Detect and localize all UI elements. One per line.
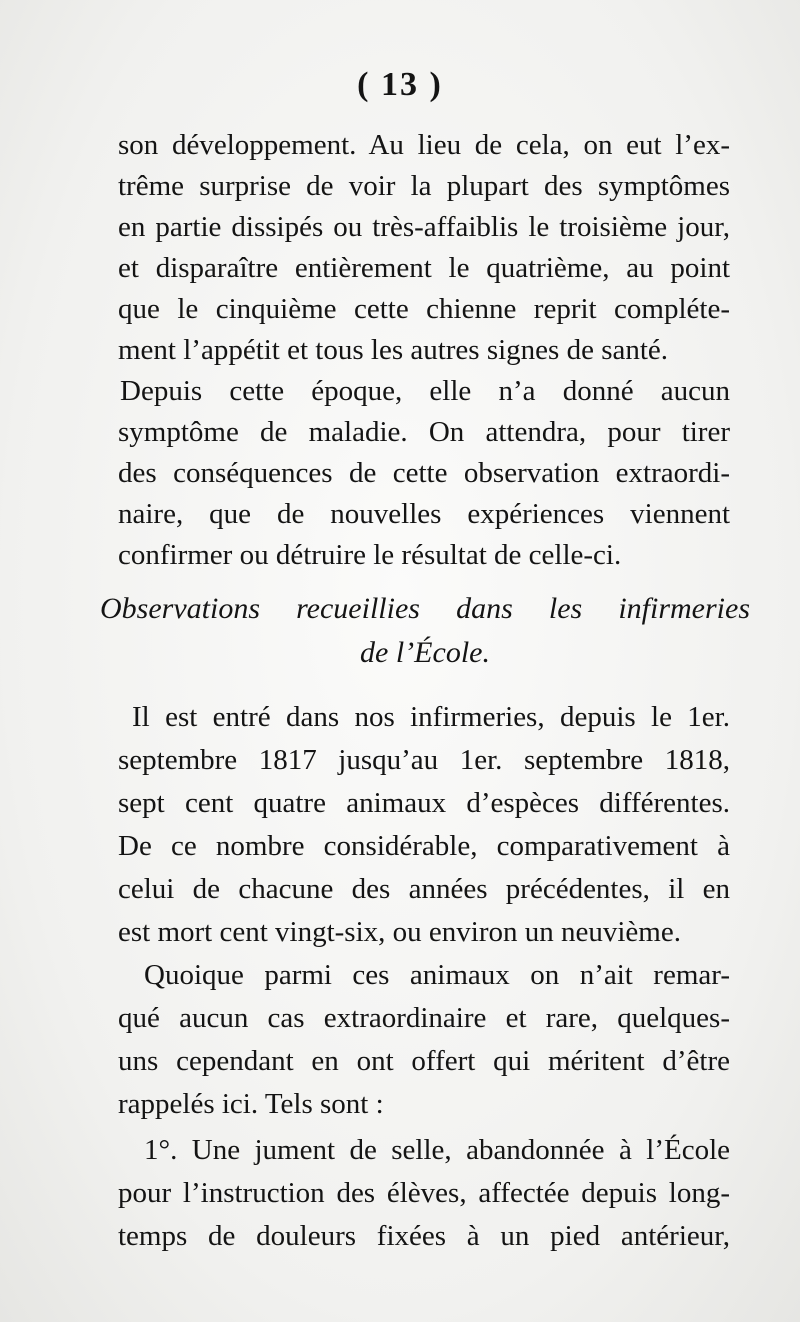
- text-line: trême surprise de voir la plupart des symptômes: [118, 170, 730, 202]
- text-line: Depuis cette époque, elle n’a donné aucun: [120, 375, 730, 407]
- text-line: est mort cent vingt-six, ou environ un neuvième.: [118, 916, 681, 948]
- text-line: Il est entré dans nos infirmeries, depuis le 1er.: [132, 701, 730, 733]
- text-line: De ce nombre considérable, comparativement à: [118, 830, 730, 862]
- text-line: rappelés ici. Tels sont :: [118, 1088, 384, 1120]
- text-line: naire, que de nouvelles expériences viennent: [118, 498, 730, 530]
- page-edge: [60, 1290, 740, 1291]
- text-line: sept cent quatre animaux d’espèces différentes.: [118, 787, 730, 819]
- text-line: uns cependant en ont offert qui méritent d’être: [118, 1045, 730, 1077]
- text-line: septembre 1817 jusqu’au 1er. septembre 1818,: [118, 744, 730, 776]
- text-line: symptôme de maladie. On attendra, pour tirer: [118, 416, 730, 448]
- text-line: des conséquences de cette observation extraordi-: [118, 457, 730, 489]
- text-line: celui de chacune des années précédentes, il en: [118, 873, 730, 905]
- text-line: temps de douleurs fixées à un pied antérieur,: [118, 1220, 730, 1252]
- text-line: en partie dissipés ou très-affaiblis le troisième jour,: [118, 211, 730, 243]
- text-line: et disparaître entièrement le quatrième, au point: [118, 252, 730, 284]
- text-line: Quoique parmi ces animaux on n’ait remar-: [144, 959, 730, 991]
- text-line: ment l’appétit et tous les autres signes de santé.: [118, 334, 669, 366]
- text-line: confirmer ou détruire le résultat de celle-ci.: [118, 539, 622, 571]
- section-heading: de l’École.: [360, 636, 490, 669]
- text-line: que le cinquième cette chienne reprit compléte-: [118, 293, 730, 325]
- section-heading: Observations recueillies dans les infirmeries: [100, 592, 750, 625]
- text-line: pour l’instruction des élèves, affectée depuis long-: [118, 1177, 730, 1209]
- text-line: qué aucun cas extraordinaire et rare, quelques-: [118, 1002, 730, 1034]
- text-line: 1°. Une jument de selle, abandonnée à l’École: [144, 1134, 730, 1166]
- page-number: ( 13 ): [357, 66, 443, 103]
- text-line: son développement. Au lieu de cela, on eut l’ex-: [118, 129, 730, 161]
